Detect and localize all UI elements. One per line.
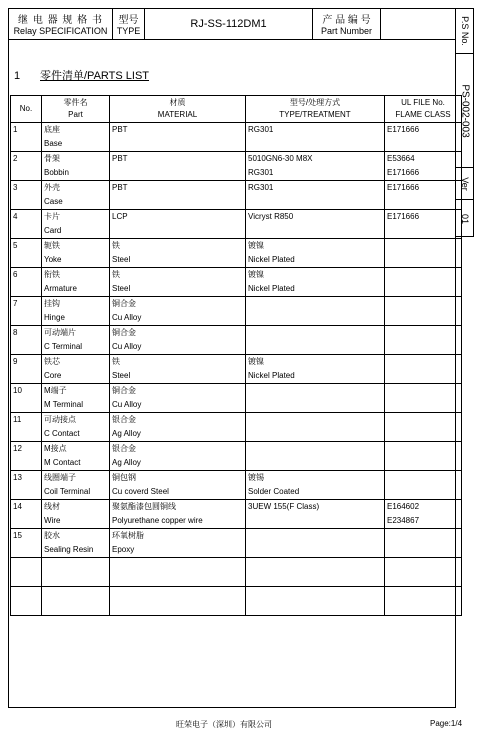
table-cell bbox=[11, 123, 42, 152]
table-cell bbox=[11, 152, 42, 181]
cell-no: 9 bbox=[13, 357, 18, 366]
table-cell bbox=[11, 471, 42, 500]
cell-part-en: Case bbox=[44, 197, 63, 206]
type-label-cn: 型号 bbox=[118, 15, 139, 26]
cell-no bbox=[13, 587, 39, 601]
ps-label: P.S No. bbox=[459, 16, 470, 46]
cell-part-en: Wire bbox=[44, 516, 61, 525]
cell-no: 15 bbox=[13, 531, 22, 540]
cell-type-a bbox=[248, 442, 382, 456]
table-cell bbox=[246, 239, 385, 268]
table-cell bbox=[11, 442, 42, 471]
cell-mat-en bbox=[112, 572, 243, 586]
table-row bbox=[11, 123, 462, 152]
cell-ul-b bbox=[387, 398, 459, 412]
cell-type-b: RG301 bbox=[248, 168, 274, 177]
table-cell bbox=[110, 471, 246, 500]
cell-no: 3 bbox=[13, 183, 18, 192]
cell-part-en: C Terminal bbox=[44, 342, 83, 351]
table-cell bbox=[385, 181, 462, 210]
cell-mat-en: Cu Alloy bbox=[112, 313, 142, 322]
table-cell bbox=[246, 210, 385, 239]
cell-no: 7 bbox=[13, 299, 18, 308]
table-cell bbox=[11, 326, 42, 355]
cell-mat-en bbox=[112, 224, 243, 238]
table-row bbox=[11, 500, 462, 529]
table-cell bbox=[385, 471, 462, 500]
table-cell bbox=[246, 123, 385, 152]
cell-part-cn: 挂钩 bbox=[44, 299, 60, 308]
table-cell bbox=[246, 326, 385, 355]
cell-mat-cn: 铜合金 bbox=[112, 386, 136, 395]
cell-type-a bbox=[248, 413, 382, 427]
table-cell bbox=[11, 181, 42, 210]
table-row bbox=[11, 413, 462, 442]
cell-type-a: RG301 bbox=[248, 125, 274, 134]
table-cell bbox=[385, 558, 462, 587]
cell-part-cn bbox=[44, 587, 107, 601]
cell-type-b bbox=[248, 456, 382, 470]
cell-ul-b bbox=[387, 282, 459, 296]
table-cell bbox=[42, 413, 110, 442]
table-cell bbox=[42, 471, 110, 500]
cell-type-b bbox=[248, 398, 382, 412]
cell-part-cn: 线材 bbox=[44, 502, 60, 511]
cell-type-a: Vicryst R850 bbox=[248, 212, 294, 221]
cell-no bbox=[13, 558, 39, 572]
part-label-en: Part Number bbox=[320, 26, 373, 36]
cell-mat-cn: 聚氨酯漆包圆铜线 bbox=[112, 502, 176, 511]
cell-part-cn: M端子 bbox=[44, 386, 67, 395]
cell-type-b bbox=[248, 427, 382, 441]
cell-ul-a bbox=[387, 239, 459, 253]
table-cell bbox=[42, 442, 110, 471]
table-cell bbox=[385, 123, 462, 152]
table-cell bbox=[110, 268, 246, 297]
cell-mat-en bbox=[112, 195, 243, 209]
table-cell bbox=[385, 529, 462, 558]
table-row bbox=[11, 355, 462, 384]
cell-part-cn: 底座 bbox=[44, 125, 60, 134]
cell-part-en bbox=[44, 601, 107, 615]
table-row bbox=[11, 268, 462, 297]
table-cell bbox=[42, 268, 110, 297]
cell-no: 11 bbox=[13, 415, 22, 424]
cell-ul-a bbox=[387, 355, 459, 369]
table-cell bbox=[246, 268, 385, 297]
cell-ul-b bbox=[387, 572, 459, 586]
table-cell bbox=[110, 326, 246, 355]
cell-ul-a bbox=[387, 471, 459, 485]
ps-label-cell bbox=[456, 9, 473, 54]
cell-mat-en: Cu Alloy bbox=[112, 400, 142, 409]
cell-part-cn: 衔铁 bbox=[44, 270, 60, 279]
cell-mat-cn: 铁 bbox=[112, 241, 120, 250]
cell-ul-a: E171666 bbox=[387, 183, 420, 192]
table-cell bbox=[11, 297, 42, 326]
table-row bbox=[11, 239, 462, 268]
cell-ul-a bbox=[387, 384, 459, 398]
table-row bbox=[11, 326, 462, 355]
table-cell bbox=[110, 558, 246, 587]
ver-label: Ver bbox=[459, 176, 470, 191]
cell-ul-a bbox=[387, 268, 459, 282]
table-header-row bbox=[11, 96, 462, 123]
cell-mat-cn: 铁 bbox=[112, 357, 120, 366]
ps-value: PS-002-003 bbox=[459, 83, 470, 138]
cell-part-en: Core bbox=[44, 371, 62, 380]
cell-type-b bbox=[248, 601, 382, 615]
table-cell bbox=[42, 558, 110, 587]
table-cell bbox=[385, 500, 462, 529]
spec-header bbox=[9, 9, 455, 40]
cell-mat-en: Cu Alloy bbox=[112, 342, 142, 351]
table-cell bbox=[246, 442, 385, 471]
cell-type-b: Nickel Plated bbox=[248, 371, 295, 380]
cell-type-a: 镀镍 bbox=[248, 270, 264, 279]
col-header-type: 型号/处理方式 TYPE/TREATMENT bbox=[246, 96, 385, 123]
cell-part-cn: 外壳 bbox=[44, 183, 60, 192]
table-cell bbox=[246, 529, 385, 558]
cell-ul-a bbox=[387, 587, 459, 601]
cell-part-en: M Terminal bbox=[44, 400, 83, 409]
cell-mat-en: Polyurethane copper wire bbox=[112, 516, 203, 525]
part-label-cn: 产 品 编 号 bbox=[322, 15, 371, 26]
cell-mat-cn: 铜合金 bbox=[112, 299, 136, 308]
cell-mat-en bbox=[112, 166, 243, 180]
cell-type-a: 镀镍 bbox=[248, 241, 264, 250]
type-label-cell bbox=[113, 9, 145, 39]
part-label-cell bbox=[313, 9, 381, 39]
cell-part-en: Base bbox=[44, 139, 63, 148]
table-cell bbox=[246, 500, 385, 529]
cell-ul-a: E164602 bbox=[387, 502, 420, 511]
cell-ul-a bbox=[387, 413, 459, 427]
cell-ul-a bbox=[387, 529, 459, 543]
table-cell bbox=[110, 123, 246, 152]
table-cell bbox=[11, 587, 42, 616]
spec-title-cn: 继 电 器 规 格 书 bbox=[18, 15, 103, 26]
table-cell bbox=[110, 152, 246, 181]
table-cell bbox=[246, 181, 385, 210]
table-body bbox=[11, 123, 462, 616]
table-row bbox=[11, 384, 462, 413]
cell-ul-b: E171666 bbox=[387, 168, 420, 177]
col-header-ul: UL FILE No. FLAME CLASS bbox=[385, 96, 462, 123]
cell-ul-a bbox=[387, 558, 459, 572]
cell-part-en: Yoke bbox=[44, 255, 62, 264]
section-heading bbox=[14, 67, 149, 83]
table-cell bbox=[42, 500, 110, 529]
cell-type-a bbox=[248, 529, 382, 543]
cell-mat-cn: PBT bbox=[112, 183, 128, 192]
cell-type-a: 镀锡 bbox=[248, 473, 264, 482]
table-cell bbox=[246, 471, 385, 500]
cell-part-en: Sealing Resin bbox=[44, 545, 94, 554]
col-header-part: 零件名 Part bbox=[42, 96, 110, 123]
cell-type-b bbox=[248, 137, 382, 151]
cell-no: 2 bbox=[13, 154, 18, 163]
cell-type-a: 镀镍 bbox=[248, 357, 264, 366]
cell-type-a: 5010GN6-30 M8X bbox=[248, 154, 313, 163]
cell-mat-en: Epoxy bbox=[112, 545, 135, 554]
table-cell bbox=[246, 152, 385, 181]
cell-ul-a: E171666 bbox=[387, 212, 420, 221]
cell-ul-b bbox=[387, 137, 459, 151]
cell-part-cn: 轭铁 bbox=[44, 241, 60, 250]
cell-no: 12 bbox=[13, 444, 22, 453]
cell-mat-cn: 铜包钢 bbox=[112, 473, 136, 482]
table-cell bbox=[385, 210, 462, 239]
cell-mat-en: Ag Alloy bbox=[112, 429, 141, 438]
cell-mat-cn: 环氧树脂 bbox=[112, 531, 144, 540]
cell-type-a: 3UEW 155(F Class) bbox=[248, 502, 320, 511]
table-cell bbox=[110, 355, 246, 384]
cell-part-en: M Contact bbox=[44, 458, 81, 467]
cell-ul-b bbox=[387, 485, 459, 499]
ver-value: 01 bbox=[459, 213, 470, 224]
cell-type-b bbox=[248, 311, 382, 325]
table-cell bbox=[11, 239, 42, 268]
spec-title-cell bbox=[9, 9, 113, 39]
cell-mat-cn: 银合金 bbox=[112, 444, 136, 453]
cell-ul-b bbox=[387, 543, 459, 557]
cell-mat-cn: LCP bbox=[112, 212, 128, 221]
table-cell bbox=[42, 297, 110, 326]
cell-ul-b bbox=[387, 456, 459, 470]
cell-ul-b bbox=[387, 369, 459, 383]
cell-mat-cn bbox=[112, 587, 243, 601]
table-cell bbox=[246, 413, 385, 442]
cell-type-b bbox=[248, 572, 382, 586]
table-cell bbox=[42, 210, 110, 239]
table-cell bbox=[11, 529, 42, 558]
table-row bbox=[11, 558, 462, 587]
table-row bbox=[11, 181, 462, 210]
table-cell bbox=[42, 239, 110, 268]
table-cell bbox=[11, 210, 42, 239]
cell-part-cn: 骨架 bbox=[44, 154, 60, 163]
cell-no: 5 bbox=[13, 241, 18, 250]
cell-mat-cn bbox=[112, 558, 243, 572]
table-cell bbox=[385, 355, 462, 384]
table-cell bbox=[385, 442, 462, 471]
table-cell bbox=[385, 384, 462, 413]
cell-part-en: Card bbox=[44, 226, 62, 235]
cell-part-en bbox=[44, 572, 107, 586]
cell-ul-b: E234867 bbox=[387, 516, 420, 525]
cell-type-b bbox=[248, 514, 382, 528]
table-cell bbox=[110, 413, 246, 442]
cell-ul-b bbox=[387, 427, 459, 441]
table-cell bbox=[11, 268, 42, 297]
cell-type-b bbox=[248, 543, 382, 557]
cell-ul-a: E171666 bbox=[387, 125, 420, 134]
cell-ul-b bbox=[387, 253, 459, 267]
cell-mat-cn: 铁 bbox=[112, 270, 120, 279]
spec-title-en: Relay SPECIFICATION bbox=[13, 26, 108, 36]
cell-ul-a bbox=[387, 297, 459, 311]
cell-ul-b bbox=[387, 224, 459, 238]
cell-type-b bbox=[248, 195, 382, 209]
cell-type-a: RG301 bbox=[248, 183, 274, 192]
cell-part-cn: 线圈端子 bbox=[44, 473, 76, 482]
cell-type-a bbox=[248, 297, 382, 311]
cell-ul-b bbox=[387, 311, 459, 325]
cell-part-en: Armature bbox=[44, 284, 77, 293]
table-cell bbox=[385, 239, 462, 268]
table-row bbox=[11, 529, 462, 558]
table-row bbox=[11, 297, 462, 326]
table-cell bbox=[110, 181, 246, 210]
cell-mat-en: Steel bbox=[112, 284, 131, 293]
cell-ul-a bbox=[387, 326, 459, 340]
type-value: RJ-SS-112DM1 bbox=[145, 9, 313, 39]
table-cell bbox=[385, 268, 462, 297]
section-title: 零件清单/PARTS LIST bbox=[40, 70, 150, 82]
type-label-en: TYPE bbox=[116, 26, 141, 36]
cell-mat-cn: 银合金 bbox=[112, 415, 136, 424]
cell-mat-en bbox=[112, 601, 243, 615]
cell-no: 8 bbox=[13, 328, 18, 337]
cell-part-en: C Contact bbox=[44, 429, 80, 438]
table-cell bbox=[42, 181, 110, 210]
cell-mat-cn: PBT bbox=[112, 125, 128, 134]
cell-ul-b bbox=[387, 195, 459, 209]
cell-type-a bbox=[248, 558, 382, 572]
table-cell bbox=[110, 500, 246, 529]
table-cell bbox=[11, 355, 42, 384]
cell-mat-en: Steel bbox=[112, 371, 131, 380]
cell-type-b: Nickel Plated bbox=[248, 284, 295, 293]
table-row bbox=[11, 471, 462, 500]
table-cell bbox=[11, 384, 42, 413]
table-cell bbox=[42, 529, 110, 558]
table-cell bbox=[246, 587, 385, 616]
table-cell bbox=[110, 529, 246, 558]
cell-part-cn bbox=[44, 558, 107, 572]
table-cell bbox=[385, 587, 462, 616]
table-cell bbox=[110, 239, 246, 268]
cell-part-en: Hinge bbox=[44, 313, 65, 322]
parts-list-table bbox=[10, 95, 462, 616]
table-cell bbox=[110, 442, 246, 471]
table-cell bbox=[42, 123, 110, 152]
table-cell bbox=[246, 384, 385, 413]
table-cell bbox=[385, 297, 462, 326]
table-cell bbox=[42, 384, 110, 413]
col-header-no: No. bbox=[11, 96, 42, 123]
cell-mat-en: Ag Alloy bbox=[112, 458, 141, 467]
cell-part-cn: 胶水 bbox=[44, 531, 60, 540]
col-header-material: 材质 MATERIAL bbox=[110, 96, 246, 123]
cell-no: 4 bbox=[13, 212, 18, 221]
company-name: 旺荣电子（深圳）有限公司 bbox=[176, 720, 272, 729]
cell-ul-b bbox=[387, 601, 459, 615]
table-row bbox=[11, 442, 462, 471]
cell-part-cn: 铁芯 bbox=[44, 357, 60, 366]
cell-mat-cn: PBT bbox=[112, 154, 128, 163]
table-cell bbox=[110, 297, 246, 326]
cell-mat-cn: 铜合金 bbox=[112, 328, 136, 337]
table-cell bbox=[11, 558, 42, 587]
table-cell bbox=[11, 500, 42, 529]
cell-no: 1 bbox=[13, 125, 18, 134]
part-number-value bbox=[381, 9, 455, 39]
table-cell bbox=[246, 355, 385, 384]
page-number: Page:1/4 bbox=[430, 719, 463, 728]
table-cell bbox=[11, 413, 42, 442]
cell-ul-a bbox=[387, 442, 459, 456]
cell-no: 6 bbox=[13, 270, 18, 279]
cell-mat-en: Steel bbox=[112, 255, 131, 264]
table-row bbox=[11, 152, 462, 181]
cell-part-cn: 可动端片 bbox=[44, 328, 76, 337]
table-cell bbox=[385, 152, 462, 181]
table-cell bbox=[110, 384, 246, 413]
table-row bbox=[11, 210, 462, 239]
cell-mat-en bbox=[112, 137, 243, 151]
cell-mat-en: Cu coverd Steel bbox=[112, 487, 169, 496]
table-cell bbox=[42, 326, 110, 355]
table-cell bbox=[42, 355, 110, 384]
table-cell bbox=[42, 587, 110, 616]
table-cell bbox=[246, 297, 385, 326]
cell-part-cn: 卡片 bbox=[44, 212, 60, 221]
table-cell bbox=[110, 587, 246, 616]
section-number: 1 bbox=[14, 70, 21, 82]
cell-ul-a: E53664 bbox=[387, 154, 415, 163]
cell-type-a bbox=[248, 587, 382, 601]
cell-type-a bbox=[248, 384, 382, 398]
table-cell bbox=[110, 210, 246, 239]
cell-part-en: Coil Terminal bbox=[44, 487, 91, 496]
cell-type-b bbox=[248, 224, 382, 238]
cell-ul-b bbox=[387, 340, 459, 354]
cell-part-cn: M接点 bbox=[44, 444, 67, 453]
table-cell bbox=[246, 558, 385, 587]
cell-type-b bbox=[248, 340, 382, 354]
table-cell bbox=[385, 413, 462, 442]
cell-no: 14 bbox=[13, 502, 22, 511]
cell-type-a bbox=[248, 326, 382, 340]
table-row bbox=[11, 587, 462, 616]
cell-part-cn: 可动接点 bbox=[44, 415, 76, 424]
cell-type-b: Nickel Plated bbox=[248, 255, 295, 264]
table-cell bbox=[42, 152, 110, 181]
table-cell bbox=[385, 326, 462, 355]
cell-part-en: Bobbin bbox=[44, 168, 69, 177]
cell-type-b: Solder Coated bbox=[248, 487, 300, 496]
cell-no: 10 bbox=[13, 386, 22, 395]
cell-no: 13 bbox=[13, 473, 22, 482]
